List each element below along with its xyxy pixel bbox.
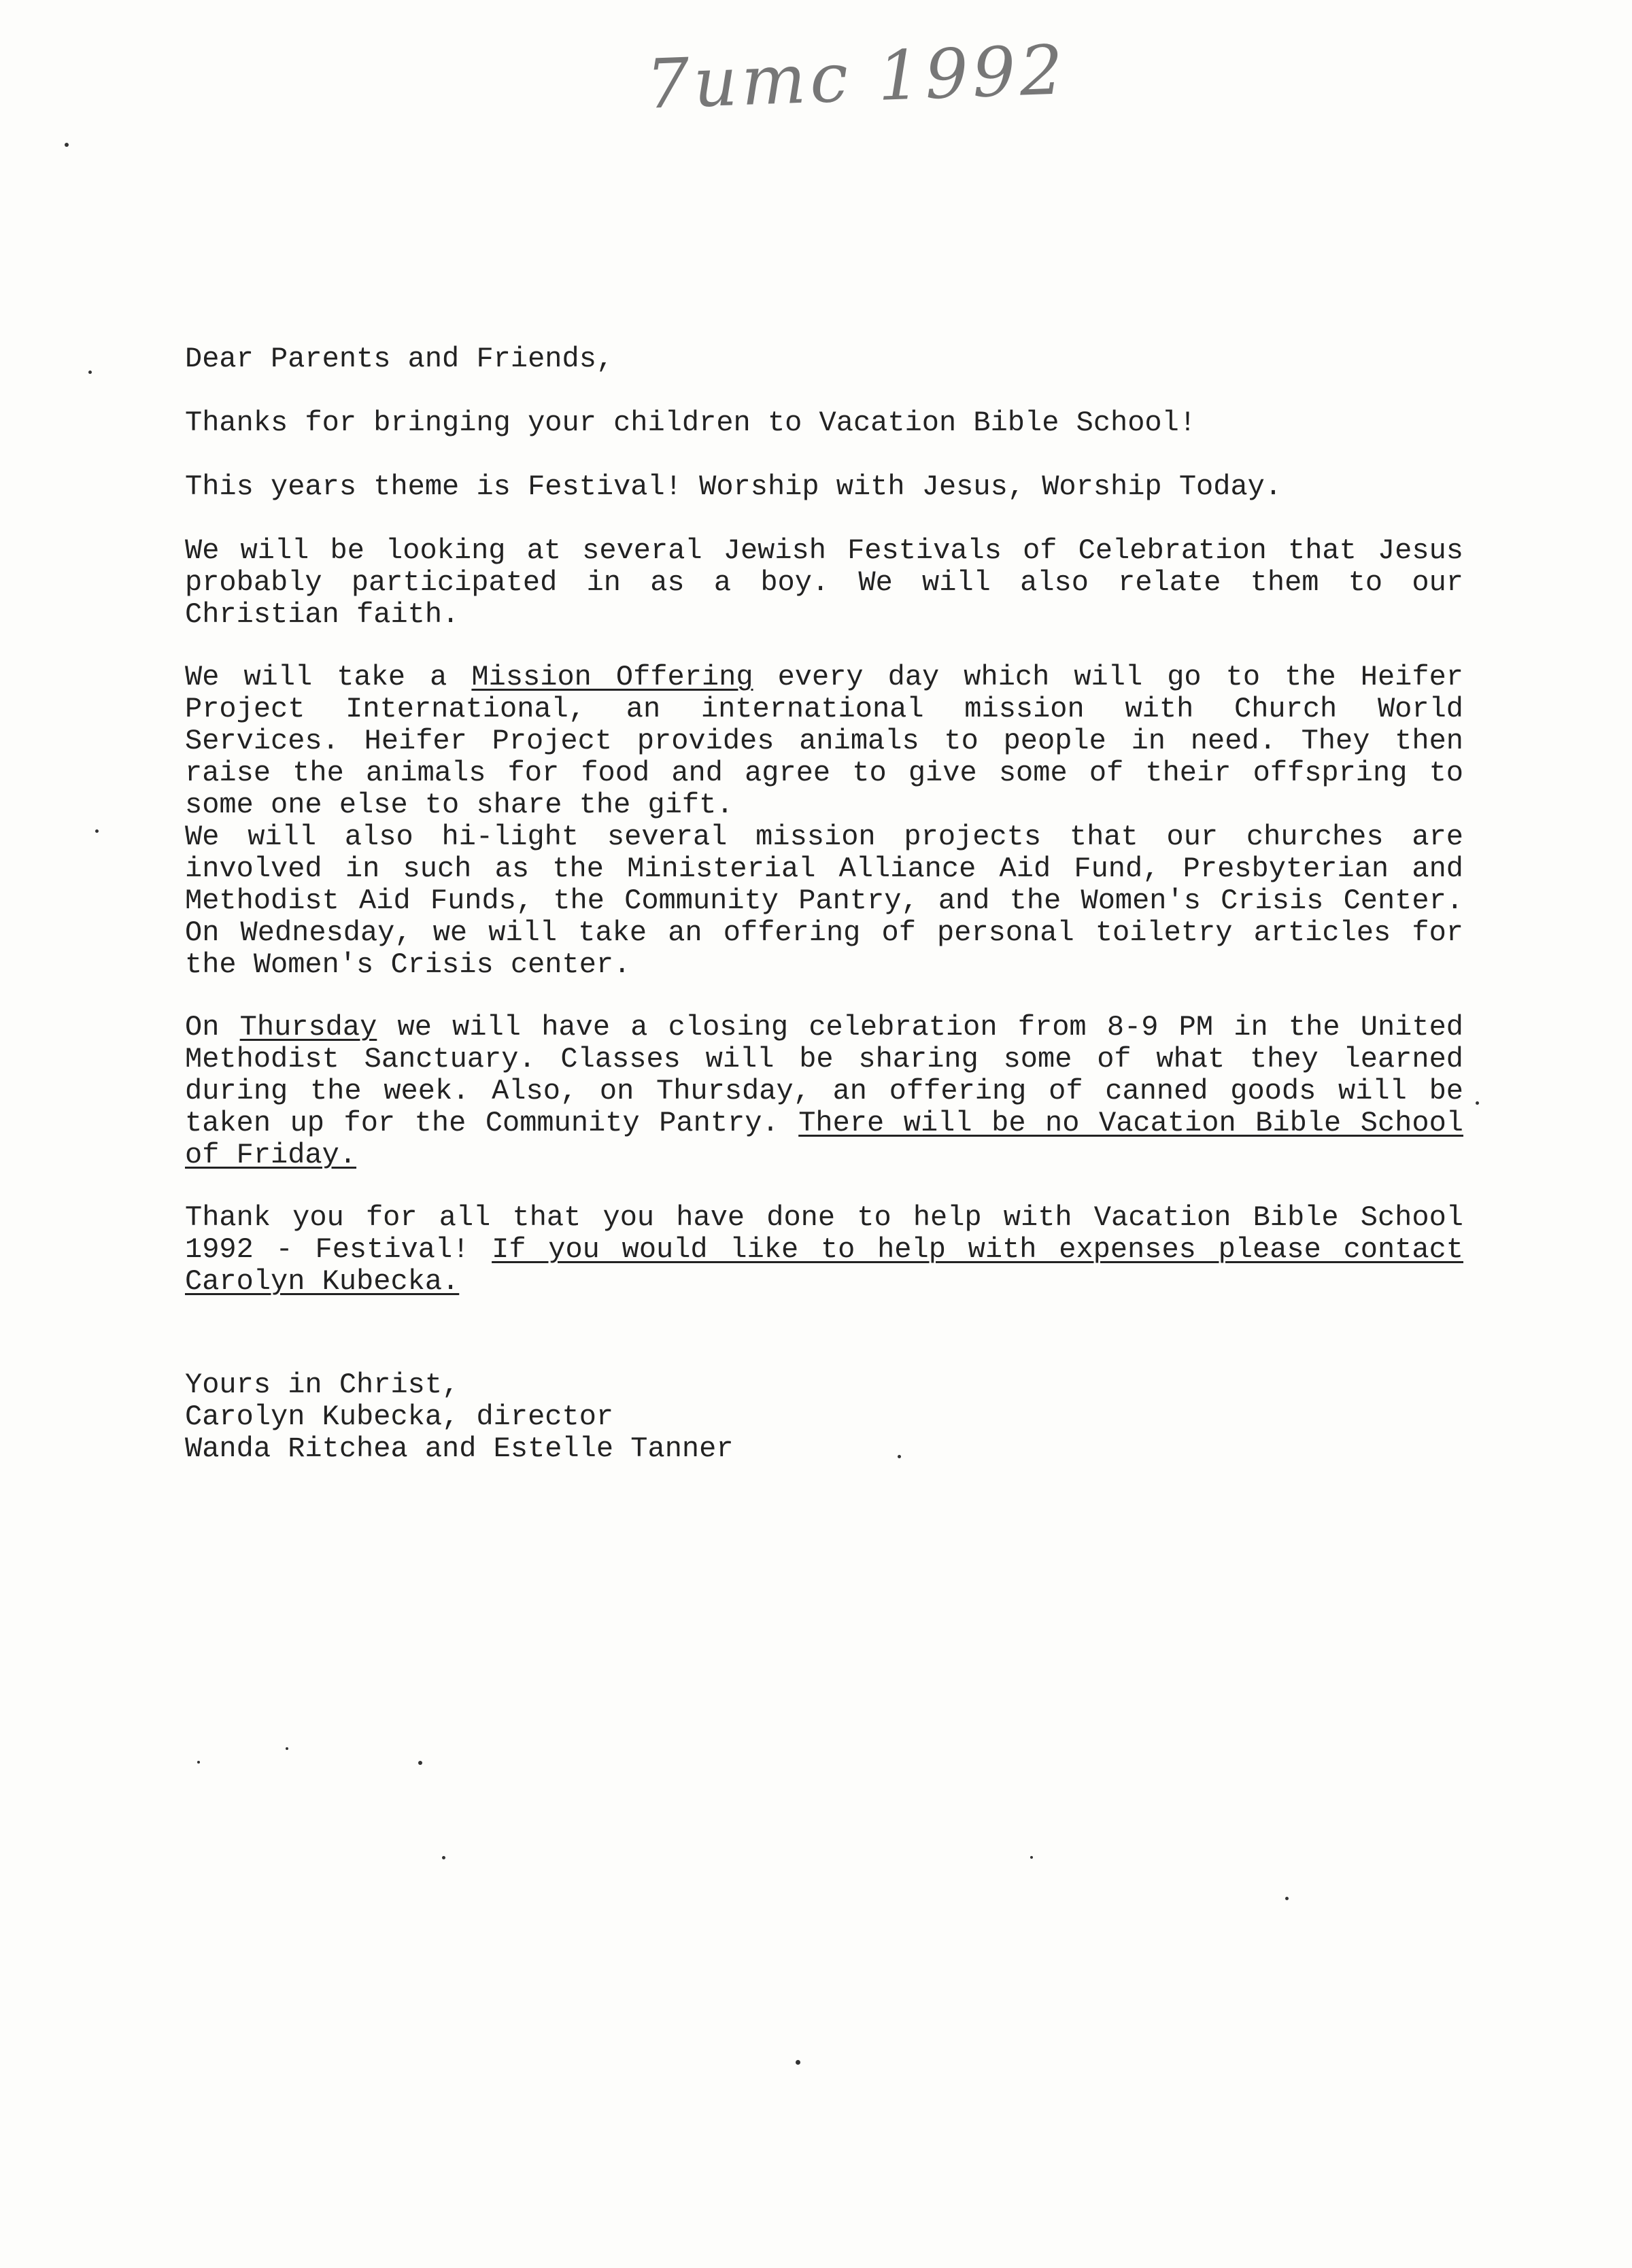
text-segment: we will have a closing celebration from 8-9 PM in the United Methodist Sanctuary. Classes will be sharing some of what they learned during the week. Also, on Thursday, an offering of canned goods will be taken up for the Community Pantry. — [185, 1011, 1463, 1139]
signature-block — [185, 1369, 1463, 1465]
paragraph-mission-projects: We will also hi-light several mission projects that our churches are involved in such as the Ministerial Alliance Aid Fund, Presbyterian and Methodist Aid Funds, the Community Pantry, and the Women's Crisis Center. On Wednesday, we will take an offering of personal toiletry articles for the Women's Crisis center. — [185, 821, 1463, 981]
scan-speck — [796, 2060, 800, 2065]
scan-speck — [442, 1856, 445, 1859]
text-segment: On — [185, 1011, 220, 1044]
signer-director: Carolyn Kubecka, director — [185, 1401, 614, 1433]
closing-line: Yours in Christ, — [185, 1369, 460, 1401]
scan-speck — [1285, 1897, 1289, 1900]
signer-assistants: Wanda Ritchea and Estelle Tanner — [185, 1432, 734, 1465]
salutation: Dear Parents and Friends, — [185, 343, 614, 375]
handwritten-annotation: 7umc 1992 — [645, 30, 1068, 124]
text-segment: Thank you for all that you have done to help with Vacation Bible School 1992 - Festival! — [185, 1201, 1463, 1266]
paragraph-closing-celebration — [185, 1012, 1463, 1171]
mission-offering-underlined: Mission Offering — [471, 661, 753, 693]
scan-speck — [65, 143, 69, 147]
scan-speck — [1476, 1101, 1479, 1105]
scan-speck — [286, 1747, 288, 1750]
paragraph-mission-offering — [185, 662, 1463, 821]
scan-speck — [898, 1455, 901, 1458]
paragraph-theme: This years theme is Festival! Worship with Jesus, Worship Today. — [185, 470, 1282, 503]
scan-speck — [197, 1761, 200, 1764]
expenses-contact-underlined: If you would like to help with expenses please contact Carolyn Kubecka. — [185, 1233, 1463, 1298]
paragraph-thanks: Thanks for bringing your children to Vacation Bible School! — [185, 407, 1197, 439]
thursday-underlined: Thursday — [239, 1011, 377, 1044]
scan-speck — [88, 371, 92, 374]
text-segment: every day which will go to the Heifer Project International, an international mission with Church World Services. Heifer Project provides animals to people in need. They then raise the animals for food and agree to give some of their offspring to some one else to share the gift. — [185, 661, 1463, 821]
scan-speck — [95, 829, 99, 833]
paragraph-festivals: We will be looking at several Jewish Festivals of Celebration that Jesus probably participated in as a boy. We will also relate them to our Christian faith. — [185, 534, 1463, 631]
scan-speck — [1030, 1856, 1033, 1859]
text-segment: We will take a — [185, 661, 447, 693]
scan-speck — [418, 1761, 422, 1765]
no-school-friday-notice: There will be no Vacation Bible School of Friday. — [185, 1107, 1463, 1171]
paragraph-thank-you — [185, 1202, 1463, 1298]
letter-body — [185, 343, 1463, 1465]
